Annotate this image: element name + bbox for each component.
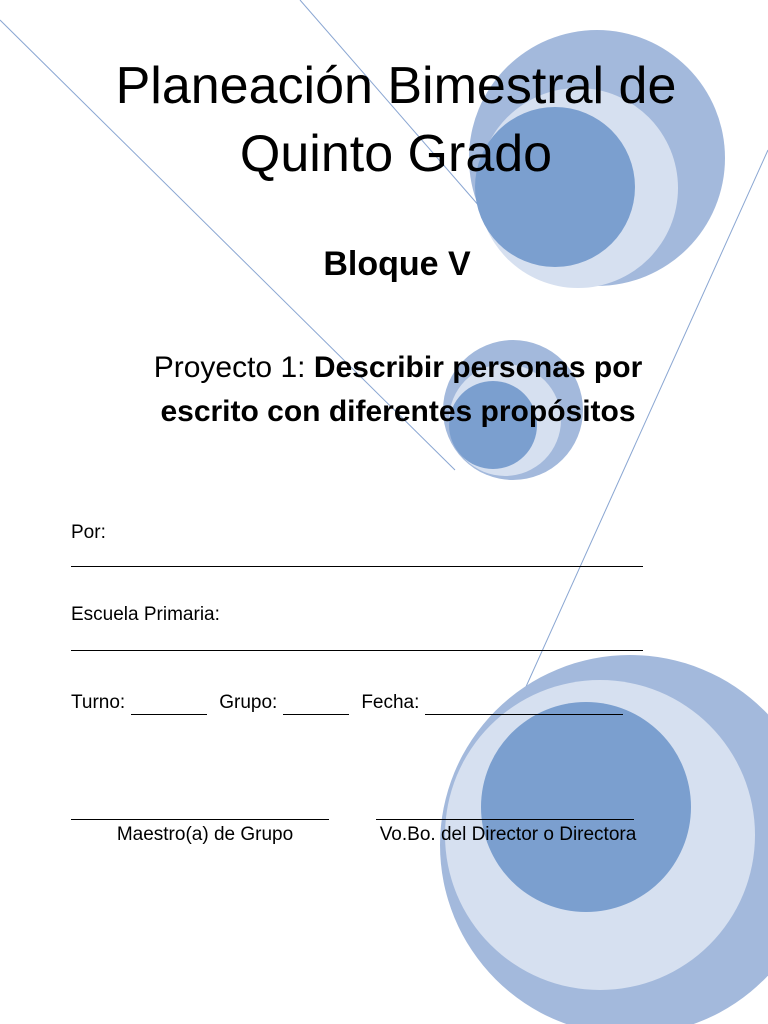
turno-line[interactable]: [131, 696, 207, 715]
project-label: Proyecto 1:: [153, 351, 306, 384]
project-heading: [60, 346, 736, 434]
title-line-1: Planeación Bimestral de: [115, 57, 677, 115]
teacher-signature-line[interactable]: [71, 819, 329, 820]
escuela-label: Escuela Primaria:: [71, 604, 220, 625]
fecha-line[interactable]: [425, 696, 623, 715]
fecha-label: Fecha:: [361, 692, 420, 713]
block-heading: Bloque V: [323, 245, 471, 283]
grupo-label: Grupo:: [219, 692, 278, 713]
por-line[interactable]: [71, 566, 643, 567]
project-name-line-1: Describir personas por: [313, 351, 643, 384]
escuela-line[interactable]: [71, 650, 643, 651]
director-signature-label: Vo.Bo. del Director o Directora: [379, 824, 637, 845]
title-line-2: Quinto Grado: [239, 125, 553, 183]
turno-label: Turno:: [71, 692, 126, 713]
por-label: Por:: [71, 522, 106, 543]
teacher-signature-label: Maestro(a) de Grupo: [116, 824, 294, 845]
page-title: [40, 52, 752, 188]
turno-grupo-fecha-row: [71, 687, 635, 715]
director-signature-line[interactable]: [376, 819, 634, 820]
project-name-line-2: escrito con diferentes propósitos: [160, 395, 636, 428]
grupo-line[interactable]: [283, 696, 349, 715]
